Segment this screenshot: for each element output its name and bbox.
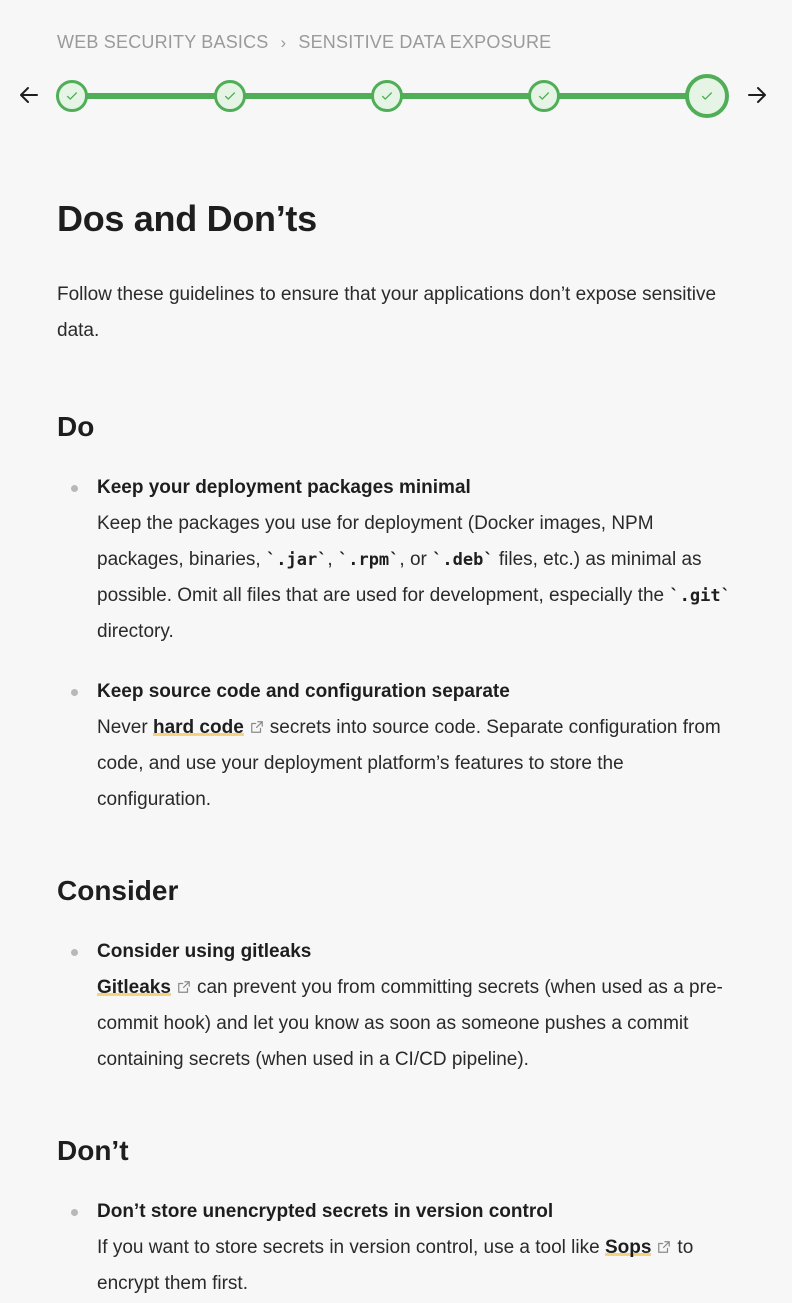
bullet [71, 1209, 78, 1216]
item-text: can prevent you from committing secrets (when used as a pre-commit hook) and let you know as soon as someone pushes a commit containing secrets (when used in a CI/CD pipeline). [97, 977, 723, 1070]
item-text: , [327, 549, 338, 570]
list-item [57, 934, 737, 1078]
checkmark-icon [223, 89, 237, 103]
item-text: files, etc.) as minimal as possible. Omit all files that are used for development, especially the [97, 549, 702, 606]
item-title: Consider using gitleaks [97, 941, 312, 962]
consider-heading: Consider [57, 875, 179, 906]
inline-code: `.jar` [266, 550, 328, 570]
item-text: Keep the packages you use for deployment (Docker images, NPM packages, binaries, [97, 513, 654, 570]
external-link-icon [177, 980, 191, 994]
breadcrumb [57, 32, 551, 53]
inline-code: `.deb` [432, 550, 494, 570]
step-4[interactable] [528, 80, 560, 112]
step-3[interactable] [371, 80, 403, 112]
bullet [71, 689, 78, 696]
item-text: directory. [97, 621, 174, 642]
list-item [57, 1194, 737, 1302]
breadcrumb-current: SENSITIVE DATA EXPOSURE [298, 32, 552, 52]
item-text: , or [399, 549, 433, 570]
checkmark-icon [65, 89, 79, 103]
item-title: Keep source code and configuration separate [97, 681, 510, 702]
checkmark-icon [700, 89, 714, 103]
do-heading: Do [57, 411, 95, 442]
main-content [57, 190, 737, 1302]
external-link-icon [657, 1240, 671, 1254]
gitleaks-link[interactable]: Gitleaks [97, 977, 171, 998]
step-5-current[interactable] [685, 74, 729, 118]
bullet [71, 485, 78, 492]
consider-list [57, 934, 737, 1078]
next-button[interactable] [744, 82, 770, 108]
item-text: If you want to store secrets in version control, use a tool like [97, 1237, 605, 1258]
arrow-right-icon [745, 83, 769, 107]
list-item [57, 470, 737, 650]
step-1[interactable] [56, 80, 88, 112]
item-text: secrets into source code. Separate configuration from code, and use your deployment platform’s features to store the configuration. [97, 717, 721, 810]
page-title: Dos and Don’ts [57, 198, 317, 239]
item-title: Don’t store unencrypted secrets in version control [97, 1201, 554, 1222]
item-text: to encrypt them first. [97, 1237, 694, 1294]
checkmark-icon [537, 89, 551, 103]
sops-link[interactable]: Sops [604, 1237, 652, 1258]
arrow-left-icon [17, 83, 41, 107]
breadcrumb-separator: › [280, 32, 287, 52]
checkmark-icon [380, 89, 394, 103]
list-item [57, 674, 737, 818]
step-2[interactable] [214, 80, 246, 112]
hard-code-link[interactable]: hard code [152, 717, 244, 738]
item-text: Never [97, 717, 153, 738]
external-link-icon [250, 720, 264, 734]
do-list [57, 470, 737, 818]
inline-code: `.rpm` [337, 550, 400, 570]
dont-list [57, 1194, 737, 1302]
intro-text: Follow these guidelines to ensure that your applications don’t expose sensitive data. [57, 284, 717, 341]
breadcrumb-parent-link[interactable]: WEB SECURITY BASICS [57, 32, 269, 52]
bullet [71, 949, 78, 956]
progress-stepper [0, 70, 792, 124]
previous-button[interactable] [16, 82, 42, 108]
item-title: Keep your deployment packages minimal [97, 477, 471, 498]
inline-code: `.git` [669, 586, 731, 606]
dont-heading: Don’t [57, 1135, 129, 1166]
